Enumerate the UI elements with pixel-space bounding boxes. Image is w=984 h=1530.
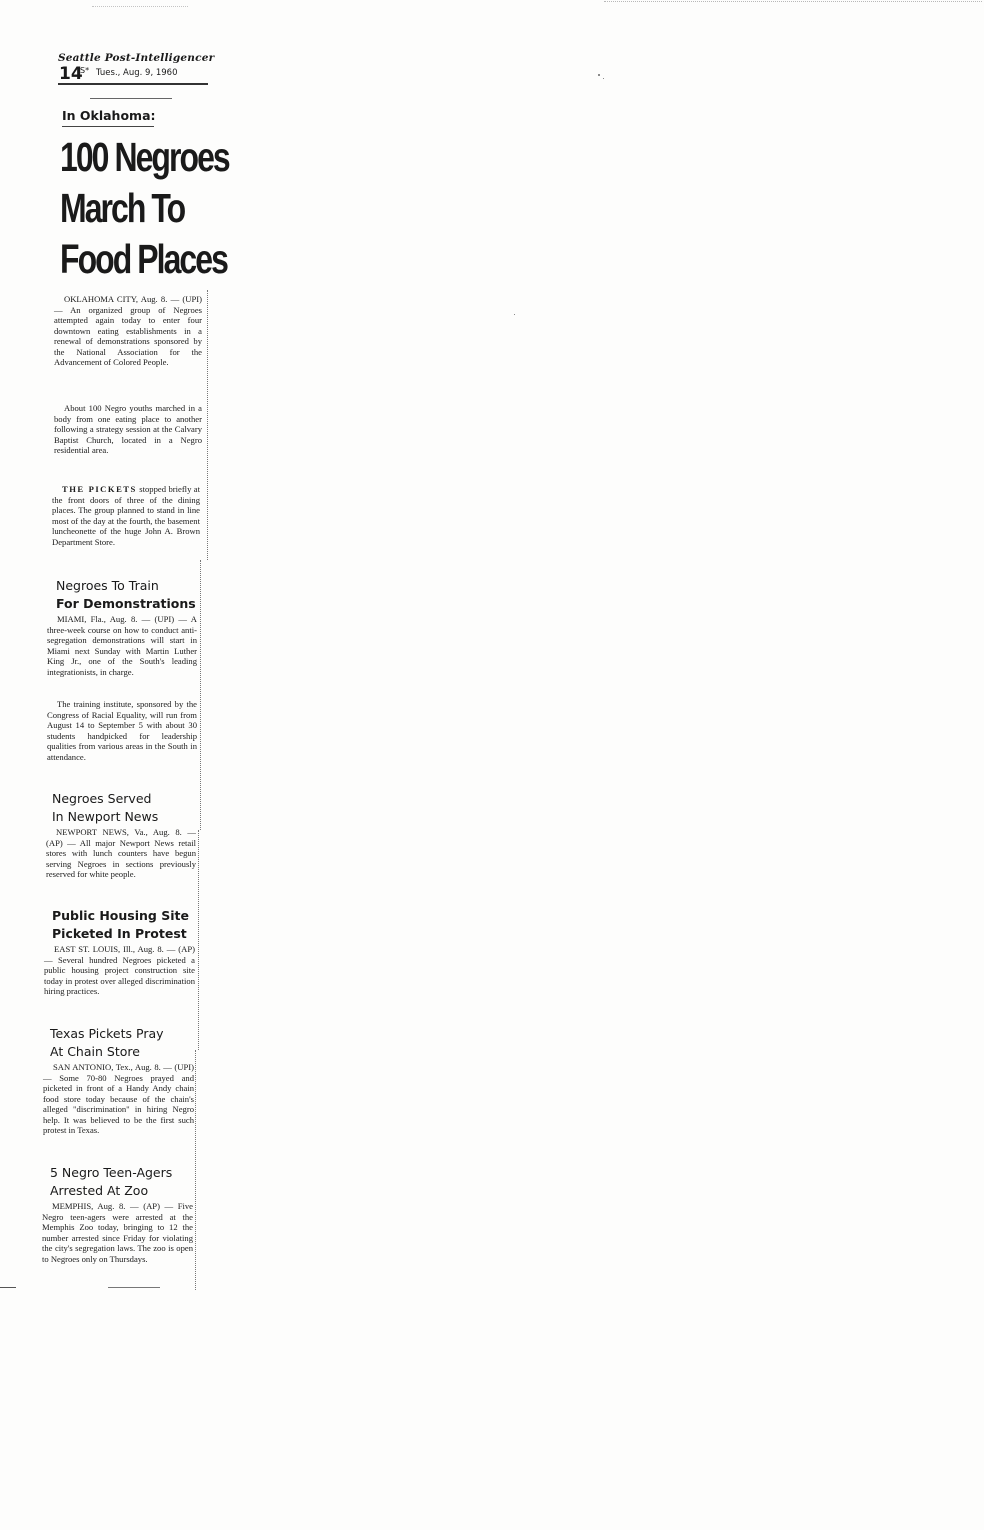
column-rule — [207, 290, 208, 560]
brief-headline: For Demonstrations — [56, 596, 196, 611]
brief-headline: At Chain Store — [50, 1044, 140, 1059]
column-rule — [195, 1050, 196, 1290]
brief-body: MIAMI, Fla., Aug. 8. — (UPI) — A three-week course on how to conduct anti-segregation demonstrations will start in Miami next Sunday with Martin Luther King Jr., one of the South's leading integrationists, in charge. — [47, 614, 197, 677]
brief-headline: Texas Pickets Pray — [50, 1026, 164, 1041]
kicker-underline — [62, 126, 154, 127]
edition-mark: S* — [80, 66, 90, 75]
brief-body: The training institute, sponsored by the Congress of Racial Equality, will run from August 14 to September 5 with about 30 students handpicked for leadership qualities from various areas in the South in attendance. — [47, 699, 197, 762]
scan-speck — [598, 74, 600, 76]
brief-body: EAST ST. LOUIS, Ill., Aug. 8. — (AP) — Several hundred Negroes picketed a public housing project construction site today in protest over alleged discrimination hiring practices. — [44, 944, 195, 996]
brief-headline: Negroes To Train — [56, 578, 159, 593]
lead-paragraph: OKLAHOMA CITY, Aug. 8. — (UPI) — An organized group of Negroes attempted again today to enter four downtown eating establishments in a renewal of demonstrations sponsored by the National Association for the Advancement of Colored People. — [54, 294, 202, 367]
issue-date: Tues., Aug. 9, 1960 — [96, 68, 178, 78]
headline-line: 100 Negroes — [60, 134, 229, 180]
pickets-lead-in: THE PICKETS — [62, 484, 137, 494]
brief-body: SAN ANTONIO, Tex., Aug. 8. — (UPI) — Some 70-80 Negroes prayed and picketed in front of a Handy Andy chain food store today because of the chain's alleged "discrimination" in hiring Negro help. It was believed to be the first such protest in Texas. — [43, 1062, 194, 1135]
pickets-paragraph — [52, 484, 200, 547]
brief-headline: Picketed In Protest — [52, 926, 187, 941]
main-headline — [60, 132, 229, 285]
divider-rule — [90, 98, 172, 99]
masthead — [58, 52, 215, 85]
folio-line — [58, 65, 208, 85]
headline-line: Food Places — [60, 236, 227, 282]
scan-speck — [514, 314, 515, 315]
lead-paragraph: About 100 Negro youths marched in a body from one eating place to another following a strategy session at the Calvary Baptist Church, located in a Negro residential area. — [54, 403, 202, 455]
pickets-text: stopped briefly at the front doors of three of the dining places. The group planned to stand in line most of the day at the fourth, the basement luncheonette of the huge John A. Brown Department Store. — [52, 484, 201, 547]
column-rule — [200, 560, 201, 830]
brief-headline: Negroes Served — [52, 791, 152, 806]
brief-headline: In Newport News — [52, 809, 159, 824]
kicker-label: In Oklahoma: — [62, 108, 156, 123]
brief-body: MEMPHIS, Aug. 8. — (AP) — Five Negro teen-agers were arrested at the Memphis Zoo today, bringing to 12 the number arrested since Friday for violating the city's segregation laws. The zoo is open to Negroes only on Thursdays. — [42, 1201, 193, 1264]
brief-body: NEWPORT NEWS, Va., Aug. 8. — (AP) — All major Newport News retail stores with lunch counters have begun serving Negroes in sections previously reserved for white people. — [46, 827, 196, 879]
newspaper-name: Seattle Post-Intelligencer — [58, 52, 215, 64]
headline-line: March To — [60, 185, 185, 231]
brief-headline: 5 Negro Teen-Agers — [50, 1165, 173, 1180]
end-rule — [108, 1287, 160, 1288]
column-rule — [198, 830, 199, 1050]
page-number: 14 — [59, 64, 83, 84]
scan-edge-mark — [0, 1287, 16, 1288]
scan-speck — [603, 78, 604, 79]
brief-headline: Arrested At Zoo — [50, 1183, 149, 1198]
scan-top-marks — [92, 6, 188, 7]
brief-headline: Public Housing Site — [52, 908, 189, 923]
scan-edge-dots — [604, 1, 982, 2]
